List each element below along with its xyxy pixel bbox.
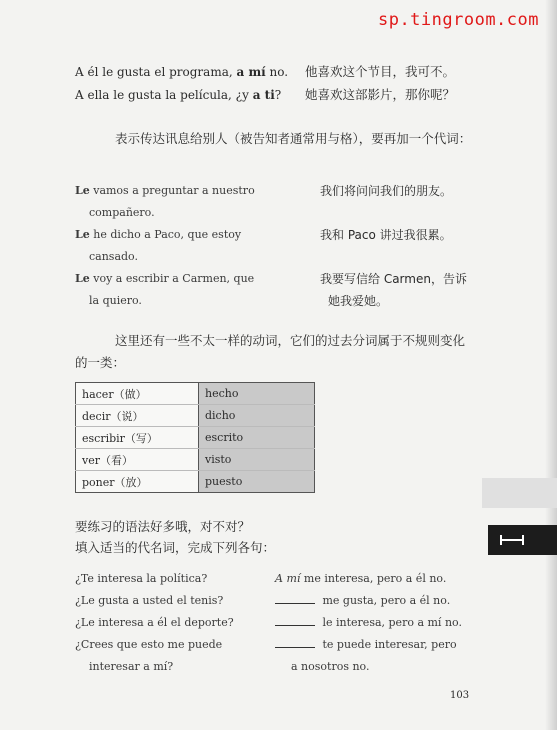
table-row [76,405,315,427]
infinitive-cell: hacer（做） [76,383,199,405]
example-es: Le voy a escribir a Carmen, que la quiero. [75,272,255,307]
table-row [76,383,315,405]
participle-cell: hecho [199,383,315,405]
exercise-answer: A mí me interesa, pero a él no. [275,572,447,585]
exercise-question: ¿Le gusta a usted el tenis? [75,594,224,607]
answer-blank[interactable] [275,593,315,604]
irregular-participle-table [75,382,315,493]
intro-line-cn: 他喜欢这个节目，我可不。 [305,64,456,79]
exercise-answer: te puede interesar, pero a nosotros no. [275,634,495,678]
page-spine-shadow [545,0,557,730]
table-row [76,449,315,471]
answer-blank[interactable] [275,637,315,648]
exercise-question: ¿Le interesa a él el deporte? [75,616,234,629]
participle-cell: visto [199,449,315,471]
participle-cell: escrito [199,427,315,449]
exercise-answer: me gusta, pero a él no. [275,590,495,612]
infinitive-cell: escribir（写） [76,427,199,449]
infinitive-cell: decir（说） [76,405,199,427]
example-es: Le he dicho a Paco, que estoy cansado. [75,228,242,263]
side-tab-light [482,478,557,508]
intro-line-cn: 她喜欢这部影片，那你呢？ [305,87,456,102]
dumbbell-icon [500,539,524,541]
side-tab-dark [488,525,557,555]
table-row [76,471,315,493]
answer-blank[interactable] [275,615,315,626]
participle-cell: puesto [199,471,315,493]
intro-line-es: A ella le gusta la película, ¿y a ti? [75,88,282,102]
example-es: Le vamos a preguntar a nuestro compañero. [75,184,255,219]
exercise-question: ¿Crees que esto me puede interesar a mí? [75,638,223,673]
paragraph-irregular: 这里还有一些不太一样的动词，它们的过去分词属于不规则变化的一类： [75,333,466,370]
infinitive-cell: poner（放） [76,471,199,493]
page-number: 103 [450,690,470,701]
example-cn: 我要写信给 Carmen，告诉 她我爱她。 [320,272,467,308]
exercise-question: ¿Te interesa la política? [75,572,208,585]
infinitive-cell: ver（看） [76,449,199,471]
participle-cell: dicho [199,405,315,427]
exercise-instructions: 填入适当的代名词，完成下列各句： [75,540,276,555]
exercise-answer: le interesa, pero a mí no. [275,612,495,634]
exercise-title: 要练习的语法好多哦，对不对？ [75,519,251,534]
watermark[interactable]: sp.tingroom.com [377,10,539,30]
example-cn: 我和 Paco 讲过我很累。 [320,228,452,242]
example-cn: 我们将问问我们的朋友。 [320,184,453,198]
intro-line-es: A él le gusta el programa, a mí no. [75,65,289,79]
table-row [76,427,315,449]
paragraph-dative: 表示传达讯息给别人（被告知者通常用与格），要再加一个代词： [115,131,472,146]
